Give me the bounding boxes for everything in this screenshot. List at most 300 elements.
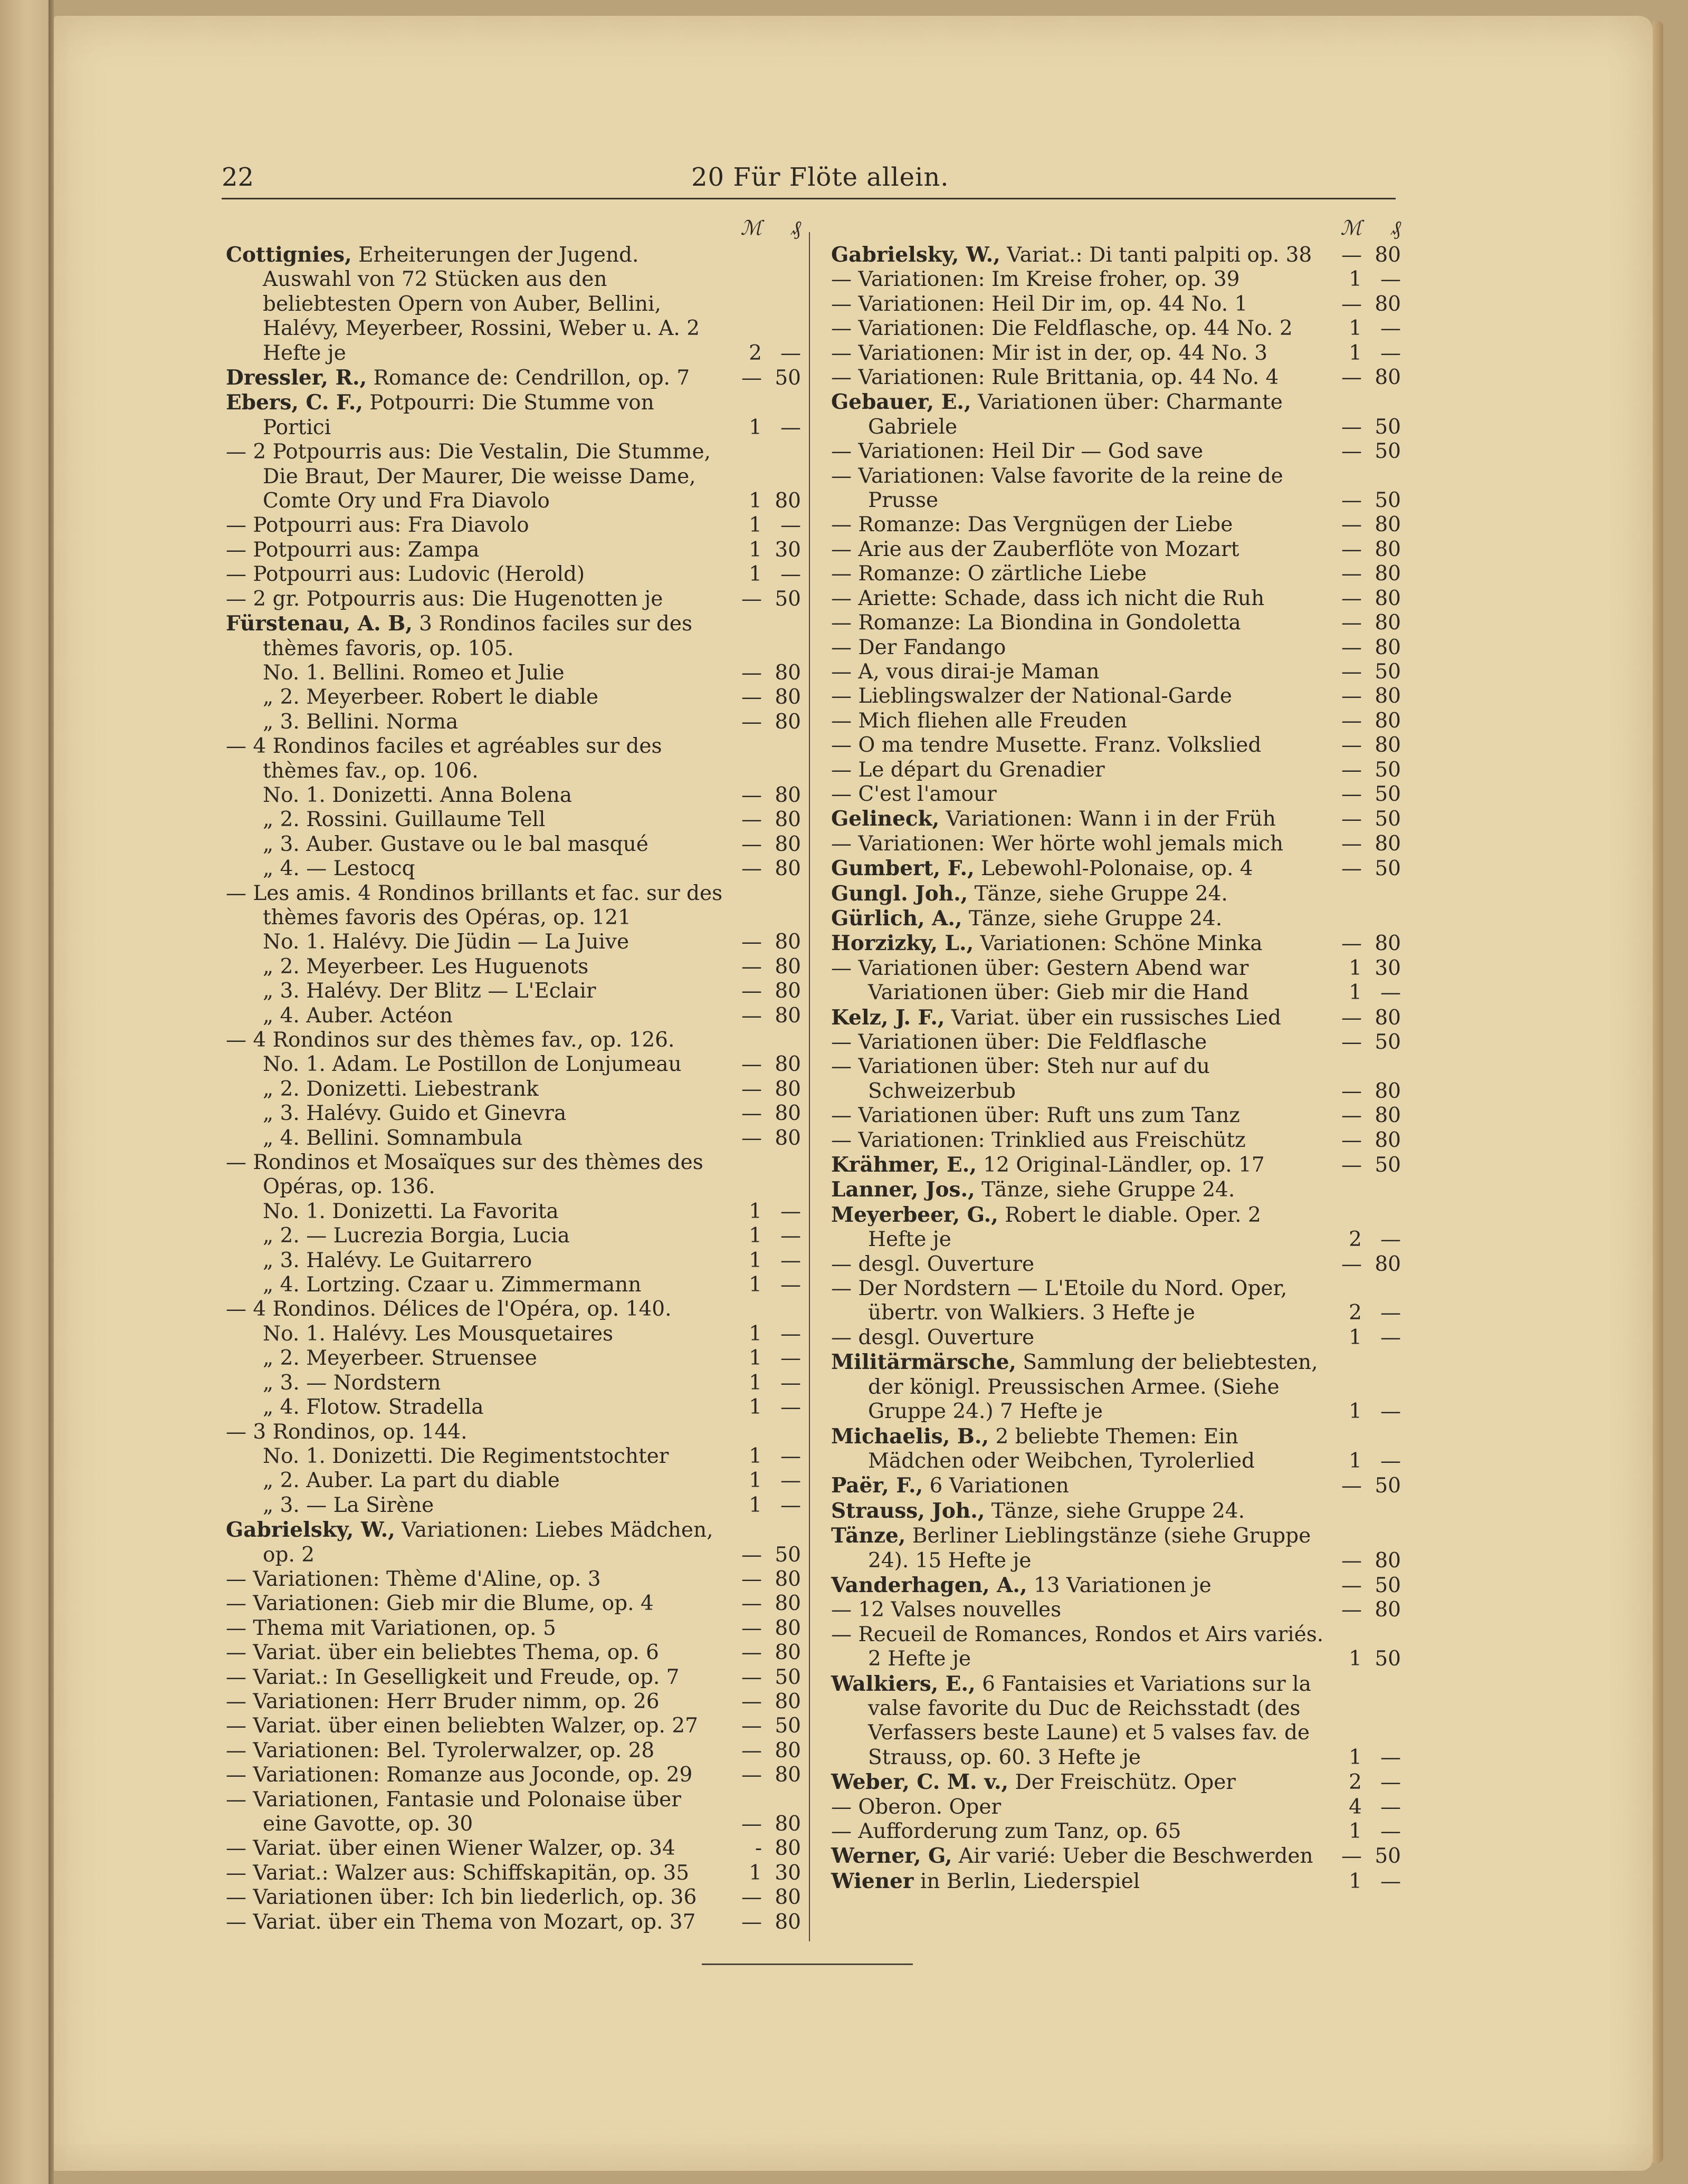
price-mark: — — [1341, 1252, 1362, 1276]
catalog-entry — [831, 1844, 1401, 1869]
composer-name: Gelineck, — [831, 807, 940, 831]
title-text: Variationen: Schöne Minka — [974, 932, 1263, 956]
entry-text — [226, 587, 725, 611]
catalog-entry — [831, 1252, 1401, 1277]
entry-text — [226, 513, 725, 538]
title-text: — desgl. Ouverture — [831, 1252, 1035, 1276]
price-mark: — — [741, 1812, 762, 1836]
catalog-entry — [831, 906, 1401, 931]
title-text: „ 3. Bellini. Norma — [263, 710, 459, 734]
entry-text — [226, 562, 725, 587]
entry-text — [226, 366, 725, 390]
title-text: — C'est l'amour — [831, 782, 997, 806]
price-mark: — — [1341, 1474, 1362, 1498]
price-mark: — — [1341, 292, 1362, 316]
entry-text — [226, 832, 725, 857]
price-pfennig: — — [1380, 1869, 1401, 1893]
price-pfennig: 80 — [1375, 513, 1401, 537]
price-mark: 1 — [749, 1395, 762, 1420]
entry-text — [226, 440, 725, 513]
price-mark: — — [741, 832, 762, 856]
title-text: — Lieblingswalzer der National-Garde — [831, 684, 1232, 708]
left-column — [226, 216, 801, 1934]
entry-text — [831, 981, 1325, 1005]
title-text: — Potpourri aus: Zampa — [226, 538, 480, 562]
price-mark: — — [741, 1665, 762, 1689]
price-pfennig: 50 — [1375, 659, 1401, 684]
entry-text — [226, 979, 725, 1003]
price-mark: 1 — [749, 1273, 762, 1297]
price-pfennig: 80 — [1375, 1548, 1401, 1573]
entry-text — [226, 243, 725, 366]
price-pfennig: 50 — [775, 587, 801, 611]
catalog-entry — [226, 1077, 801, 1101]
price-mark: — — [741, 808, 762, 832]
catalog-entry — [226, 1592, 801, 1616]
entry-text — [831, 1795, 1325, 1819]
catalog-entry — [226, 1641, 801, 1665]
catalog-entry — [831, 758, 1401, 782]
catalog-entry — [226, 1567, 801, 1592]
catalog-entry — [226, 1126, 801, 1151]
title-text: — Arie aus der Zauberflöte von Mozart — [831, 537, 1239, 561]
composer-name: Horzizky, L., — [831, 931, 974, 956]
entry-text — [831, 1770, 1325, 1795]
catalog-entry — [226, 1297, 801, 1321]
composer-name: Gabrielsky, W., — [226, 1518, 395, 1543]
price-mark: 1 — [749, 1248, 762, 1272]
price-mark: — — [741, 366, 762, 390]
catalog-entry — [831, 1770, 1401, 1795]
price-pfennig: — — [1380, 1770, 1401, 1795]
composer-name: Paër, F., — [831, 1473, 923, 1498]
title-text: „ 4. Auber. Actéon — [263, 1003, 453, 1028]
price-mark: — — [741, 1592, 762, 1616]
entry-text — [226, 1346, 725, 1371]
composer-name: Meyerbeer, G., — [831, 1202, 998, 1227]
title-text: Robert le diable. Oper. 2 Hefte je — [868, 1203, 1268, 1252]
catalog-entry — [831, 832, 1401, 856]
price-mark: — — [1341, 1128, 1362, 1152]
entry-text — [831, 832, 1325, 856]
price-pfennig: 50 — [1375, 1573, 1401, 1597]
price-mark: 1 — [749, 1199, 762, 1223]
price-mark: 1 — [1349, 956, 1362, 980]
title-text: — Rondinos et Mosaïques sur des thèmes des Opéras, op. 136. — [226, 1151, 710, 1199]
catalog-entry — [831, 611, 1401, 635]
catalog-entry — [226, 832, 801, 857]
left-catalog-list — [226, 243, 801, 1934]
catalog-entry — [831, 1795, 1401, 1819]
catalog-entry — [831, 1177, 1401, 1202]
catalog-entry — [226, 979, 801, 1003]
entry-text — [831, 782, 1325, 807]
price-pfennig: 80 — [775, 1003, 801, 1028]
entry-text — [831, 1277, 1325, 1326]
catalog-entry — [831, 782, 1401, 807]
title-text: — Variationen: Thème d'Aline, op. 3 — [226, 1567, 601, 1591]
catalog-entry — [226, 1665, 801, 1690]
entry-text — [831, 709, 1325, 733]
price-pfennig: 80 — [1375, 1005, 1401, 1030]
entry-text — [226, 1567, 725, 1592]
title-text: — Romanze: O zärtliche Liebe — [831, 562, 1147, 586]
price-mark: — — [741, 1052, 762, 1077]
price-pfennig: 80 — [775, 1812, 801, 1836]
price-pfennig: — — [1380, 1449, 1401, 1473]
title-text: — Potpourri aus: Fra Diavolo — [226, 513, 529, 538]
title-text: — Der Fandango — [831, 635, 1006, 659]
price-pfennig: 50 — [1375, 857, 1401, 881]
entry-text — [226, 1665, 725, 1690]
title-text: — Variat. über einen beliebten Walzer, op. 27 — [226, 1714, 698, 1738]
title-text: — Variationen: Valse favorite de la reine de Prusse — [831, 464, 1290, 513]
title-text: Erheiterungen der Jugend. Auswahl von 72 Stücken aus den beliebtesten Opern von Auber, Bellini, Halévy, Meyerbeer, Rossini, Weber u. A. 2 Hefte je — [263, 243, 707, 365]
composer-name: Gebauer, E., — [831, 390, 971, 415]
catalog-entry — [226, 1420, 801, 1444]
price-pfennig: — — [1380, 981, 1401, 1005]
price-mark: 1 — [1349, 1325, 1362, 1349]
price-pfennig: — — [1380, 341, 1401, 365]
price-mark: — — [741, 685, 762, 710]
catalog-entry — [831, 1672, 1401, 1770]
catalog-entry — [831, 1869, 1401, 1894]
entry-text — [226, 1126, 725, 1151]
entry-text — [831, 464, 1325, 513]
price-mark: — — [1341, 415, 1362, 439]
catalog-entry — [831, 1277, 1401, 1326]
entry-text — [831, 1030, 1325, 1055]
price-pfennig: 80 — [1375, 611, 1401, 635]
entry-text — [226, 955, 725, 979]
entry-text — [831, 1350, 1325, 1424]
entry-text — [831, 1326, 1325, 1350]
title-text: Variat. über ein russisches Lied — [945, 1005, 1281, 1030]
price-pfennig: 80 — [1375, 1598, 1401, 1622]
title-text: „ 2. Meyerbeer. Les Huguenots — [263, 954, 589, 979]
title-text: — Variat. über ein beliebtes Thema, op. 6 — [226, 1641, 659, 1665]
title-text: — Romanze: La Biondina in Gondoletta — [831, 611, 1241, 635]
price-pfennig: 50 — [1375, 1153, 1401, 1177]
price-pfennig: 80 — [1375, 586, 1401, 610]
catalog-entry — [226, 734, 801, 783]
price-mark: 1 — [749, 538, 762, 562]
title-text: 6 Fantaisies et Variations sur la valse favorite du Duc de Reichsstadt (des Verfassers beste Laune) et 5 valses fav. de Strauss, op. 60. 3 Hefte je — [868, 1672, 1318, 1769]
entry-text — [226, 1028, 725, 1052]
price-mark: — — [1341, 1548, 1362, 1573]
composer-name: Krähmer, E., — [831, 1153, 977, 1177]
price-mark: — — [1341, 1005, 1362, 1030]
title-text: No. 1. Donizetti. Die Regimentstochter — [263, 1444, 669, 1468]
title-text: Variationen über: Gieb mir die Hand — [868, 981, 1249, 1005]
catalog-entry — [226, 1616, 801, 1641]
price-pfennig: 80 — [1375, 366, 1401, 390]
price-mark: — — [741, 1126, 762, 1150]
entry-text — [831, 906, 1325, 931]
price-pfennig: 50 — [1375, 439, 1401, 464]
title-text: — Ariette: Schade, dass ich nicht die Ruh — [831, 586, 1265, 610]
price-pfennig: 80 — [775, 1763, 801, 1787]
price-pfennig: — — [1380, 1301, 1401, 1325]
price-mark: 1 — [749, 1493, 762, 1517]
price-pfennig: 80 — [775, 1077, 801, 1101]
entry-text — [831, 856, 1325, 881]
catalog-entry — [226, 1885, 801, 1910]
catalog-entry — [226, 783, 801, 808]
entry-text — [831, 758, 1325, 782]
title-text: „ 3. Halévy. Guido et Ginevra — [263, 1101, 567, 1126]
title-text: „ 3. Halévy. Der Blitz — L'Eclair — [263, 979, 596, 1003]
title-text: No. 1. Donizetti. La Favorita — [263, 1199, 559, 1223]
catalog-entry — [226, 808, 801, 832]
entry-text — [831, 1672, 1325, 1770]
pfennig-symbol: ₰ — [1391, 216, 1401, 240]
title-text: „ 4. Flotow. Stradella — [263, 1395, 484, 1420]
entry-text — [831, 513, 1325, 537]
composer-name: Gabrielsky, W., — [831, 243, 1000, 267]
price-pfennig: 80 — [1375, 537, 1401, 561]
entry-text — [831, 1598, 1325, 1622]
price-pfennig: 30 — [775, 1861, 801, 1885]
price-mark: — — [741, 1543, 762, 1567]
catalog-entry — [226, 661, 801, 685]
catalog-entry — [226, 1714, 801, 1738]
entry-text — [831, 1005, 1325, 1030]
entry-text — [226, 808, 725, 832]
catalog-entry — [226, 685, 801, 710]
catalog-entry — [831, 733, 1401, 758]
price-pfennig: — — [1380, 1400, 1401, 1424]
price-mark: — — [1341, 659, 1362, 684]
price-pfennig: — — [780, 1469, 801, 1493]
price-mark: 1 — [749, 1444, 762, 1468]
catalog-entry — [226, 1739, 801, 1763]
entry-text — [226, 390, 725, 440]
title-text: — 2 Potpourris aus: Die Vestalin, Die Stumme, Die Braut, Der Maurer, Die weisse Dame, Comte Ory und Fra Diavolo — [226, 440, 718, 513]
title-text: — Le départ du Grenadier — [831, 758, 1105, 782]
price-mark: — — [741, 1616, 762, 1640]
catalog-entry — [831, 931, 1401, 956]
price-pfennig: 80 — [1375, 562, 1401, 586]
price-pfennig: 30 — [775, 538, 801, 562]
catalog-entry — [226, 1346, 801, 1371]
price-mark: — — [741, 1738, 762, 1762]
title-text: — Variationen: Romanze aus Joconde, op. 29 — [226, 1763, 693, 1787]
price-mark: — — [1341, 1079, 1362, 1103]
title-text: — Oberon. Oper — [831, 1795, 1002, 1819]
title-text: — Variationen: Heil Dir im, op. 44 No. 1 — [831, 292, 1248, 316]
price-mark: — — [1341, 586, 1362, 610]
entry-text — [226, 1641, 725, 1665]
price-pfennig: 50 — [1375, 1474, 1401, 1498]
price-mark: — — [1341, 1844, 1362, 1869]
price-mark: 1 — [749, 415, 762, 439]
price-pfennig: 80 — [1375, 831, 1401, 856]
price-pfennig: — — [780, 1224, 801, 1248]
price-mark: 2 — [1349, 1228, 1362, 1252]
price-pfennig: 80 — [1375, 733, 1401, 758]
price-mark: 1 — [749, 1224, 762, 1248]
title-text: „ 4. Lortzing. Czaar u. Zimmermann — [263, 1273, 642, 1297]
price-pfennig: — — [780, 341, 801, 365]
price-pfennig: 80 — [1375, 1079, 1401, 1103]
title-text: — Variationen über: Ich bin liederlich, op. 36 — [226, 1885, 697, 1910]
title-text: — Variationen: Heil Dir — God save — [831, 439, 1204, 464]
title-text: — Variationen: Mir ist in der, op. 44 No. 3 — [831, 341, 1268, 365]
price-mark: 2 — [1349, 1301, 1362, 1325]
price-mark: — — [741, 930, 762, 954]
price-mark: — — [741, 710, 762, 734]
catalog-entry — [831, 882, 1401, 906]
catalog-entry — [226, 1910, 801, 1934]
catalog-entry — [226, 1469, 801, 1493]
price-mark: — — [741, 979, 762, 1003]
catalog-entry — [831, 1005, 1401, 1030]
entry-text — [831, 267, 1325, 292]
price-mark: — — [1341, 1153, 1362, 1177]
price-mark: 1 — [749, 1861, 762, 1885]
title-text: „ 3. — La Sirène — [263, 1493, 434, 1517]
title-text: „ 2. Meyerbeer. Struensee — [263, 1346, 537, 1371]
title-text: — desgl. Ouverture — [831, 1325, 1035, 1349]
entry-text — [831, 1177, 1325, 1202]
title-text: — 12 Valses nouvelles — [831, 1598, 1062, 1622]
entry-text — [226, 1910, 725, 1934]
catalog-entry — [226, 1004, 801, 1028]
price-mark: 1 — [749, 1346, 762, 1371]
price-mark: — — [741, 1714, 762, 1738]
catalog-entry — [831, 1153, 1401, 1177]
price-mark: 1 — [1349, 1647, 1362, 1671]
catalog-entry — [831, 243, 1401, 267]
price-mark: 1 — [1349, 267, 1362, 292]
price-mark: 1 — [1349, 1745, 1362, 1769]
entry-text — [831, 1055, 1325, 1104]
catalog-entry — [226, 930, 801, 954]
price-pfennig: 80 — [1375, 708, 1401, 733]
entry-text — [226, 1297, 725, 1321]
price-pfennig: 80 — [775, 979, 801, 1003]
entry-text — [226, 1885, 725, 1910]
price-mark: 1 — [749, 1321, 762, 1346]
catalog-entry — [831, 1598, 1401, 1622]
entry-text — [831, 1869, 1325, 1894]
end-rule — [702, 1963, 913, 1965]
entry-text — [831, 1203, 1325, 1252]
price-mark: 1 — [749, 562, 762, 587]
entry-text — [226, 1200, 725, 1224]
catalog-entry — [226, 243, 801, 366]
title-text: „ 2. Donizetti. Liebestrank — [263, 1077, 539, 1101]
composer-name: Strauss, Joh., — [831, 1498, 985, 1523]
catalog-entry — [226, 1836, 801, 1861]
catalog-entry — [226, 1200, 801, 1224]
title-text: — Variat.: In Geselligkeit und Freude, op. 7 — [226, 1665, 680, 1689]
page-number: 22 — [222, 162, 254, 192]
title-text: 12 Original-Ländler, op. 17 — [976, 1153, 1265, 1177]
catalog-entry — [831, 1623, 1401, 1672]
catalog-entry — [831, 464, 1401, 513]
composer-name: Walkiers, E., — [831, 1671, 976, 1696]
title-text: Potpourri: Die Stumme von Portici — [263, 391, 661, 439]
price-pfennig: 50 — [1375, 415, 1401, 439]
price-pfennig: 80 — [775, 710, 801, 734]
price-mark: — — [1341, 537, 1362, 561]
entry-text — [831, 562, 1325, 586]
price-pfennig: 80 — [775, 1910, 801, 1934]
entry-text — [831, 807, 1325, 831]
price-pfennig: 50 — [1375, 807, 1401, 831]
price-mark: - — [755, 1836, 762, 1861]
price-mark: — — [1341, 684, 1362, 708]
catalog-entry — [831, 1128, 1401, 1153]
entry-text — [831, 1252, 1325, 1277]
title-text: — Recueil de Romances, Rondos et Airs variés. 2 Hefte je — [831, 1622, 1330, 1671]
catalog-entry — [226, 1690, 801, 1714]
price-mark: — — [1341, 1030, 1362, 1054]
title-text: „ 2. Meyerbeer. Robert le diable — [263, 685, 599, 710]
price-mark: 1 — [1349, 1869, 1362, 1893]
title-text: — O ma tendre Musette. Franz. Volkslied — [831, 733, 1262, 758]
title-text: 3 Rondinos faciles sur des thèmes favoris, op. 105. — [263, 612, 699, 660]
title-text: — 4 Rondinos sur des thèmes fav., op. 126. — [226, 1028, 675, 1052]
entry-text — [831, 1499, 1325, 1524]
price-pfennig: 50 — [775, 1665, 801, 1689]
catalog-entry — [226, 955, 801, 979]
entry-text — [831, 390, 1325, 439]
catalog-entry — [226, 538, 801, 562]
title-text: — 3 Rondinos, op. 144. — [226, 1420, 468, 1444]
price-pfennig: — — [1380, 1795, 1401, 1819]
title-text: — 2 gr. Potpourris aus: Die Hugenotten je — [226, 587, 663, 611]
entry-text — [226, 930, 725, 954]
title-text: — Aufforderung zum Tanz, op. 65 — [831, 1819, 1181, 1843]
price-mark: — — [1341, 758, 1362, 782]
entry-text — [226, 1052, 725, 1077]
price-mark: — — [1341, 831, 1362, 856]
catalog-entry — [226, 440, 801, 513]
entry-text — [226, 1739, 725, 1763]
title-text: Romance de: Cendrillon, op. 7 — [367, 366, 690, 390]
catalog-entry — [226, 366, 801, 390]
title-text: — Variationen: Gieb mir die Blume, op. 4 — [226, 1592, 654, 1616]
entry-text — [831, 439, 1325, 464]
entry-text — [226, 1395, 725, 1420]
composer-name: Vanderhagen, A., — [831, 1573, 1027, 1597]
price-mark: — — [1341, 1598, 1362, 1622]
title-text: No. 1. Adam. Le Postillon de Lonjumeau — [263, 1052, 682, 1077]
price-mark: 1 — [1349, 1819, 1362, 1843]
catalog-entry — [831, 587, 1401, 611]
entry-text — [226, 1249, 725, 1273]
price-mark: — — [741, 1003, 762, 1028]
entry-text — [831, 1104, 1325, 1128]
entry-text — [831, 931, 1325, 956]
price-pfennig: — — [1380, 317, 1401, 341]
price-mark: — — [741, 1641, 762, 1665]
catalog-entry — [831, 390, 1401, 439]
price-mark: — — [1341, 807, 1362, 831]
entry-text — [226, 1371, 725, 1395]
title-text: — Thema mit Variationen, op. 5 — [226, 1616, 556, 1640]
price-pfennig: 50 — [775, 1543, 801, 1567]
catalog-entry — [831, 538, 1401, 562]
price-pfennig: 80 — [775, 1836, 801, 1861]
book-gutter — [49, 0, 54, 2184]
title-text: — A, vous dirai-je Maman — [831, 659, 1100, 684]
title-text: — Variat.: Walzer aus: Schiffskapitän, op. 35 — [226, 1861, 690, 1885]
title-text: — Variationen: Bel. Tyrolerwalzer, op. 28 — [226, 1738, 655, 1762]
